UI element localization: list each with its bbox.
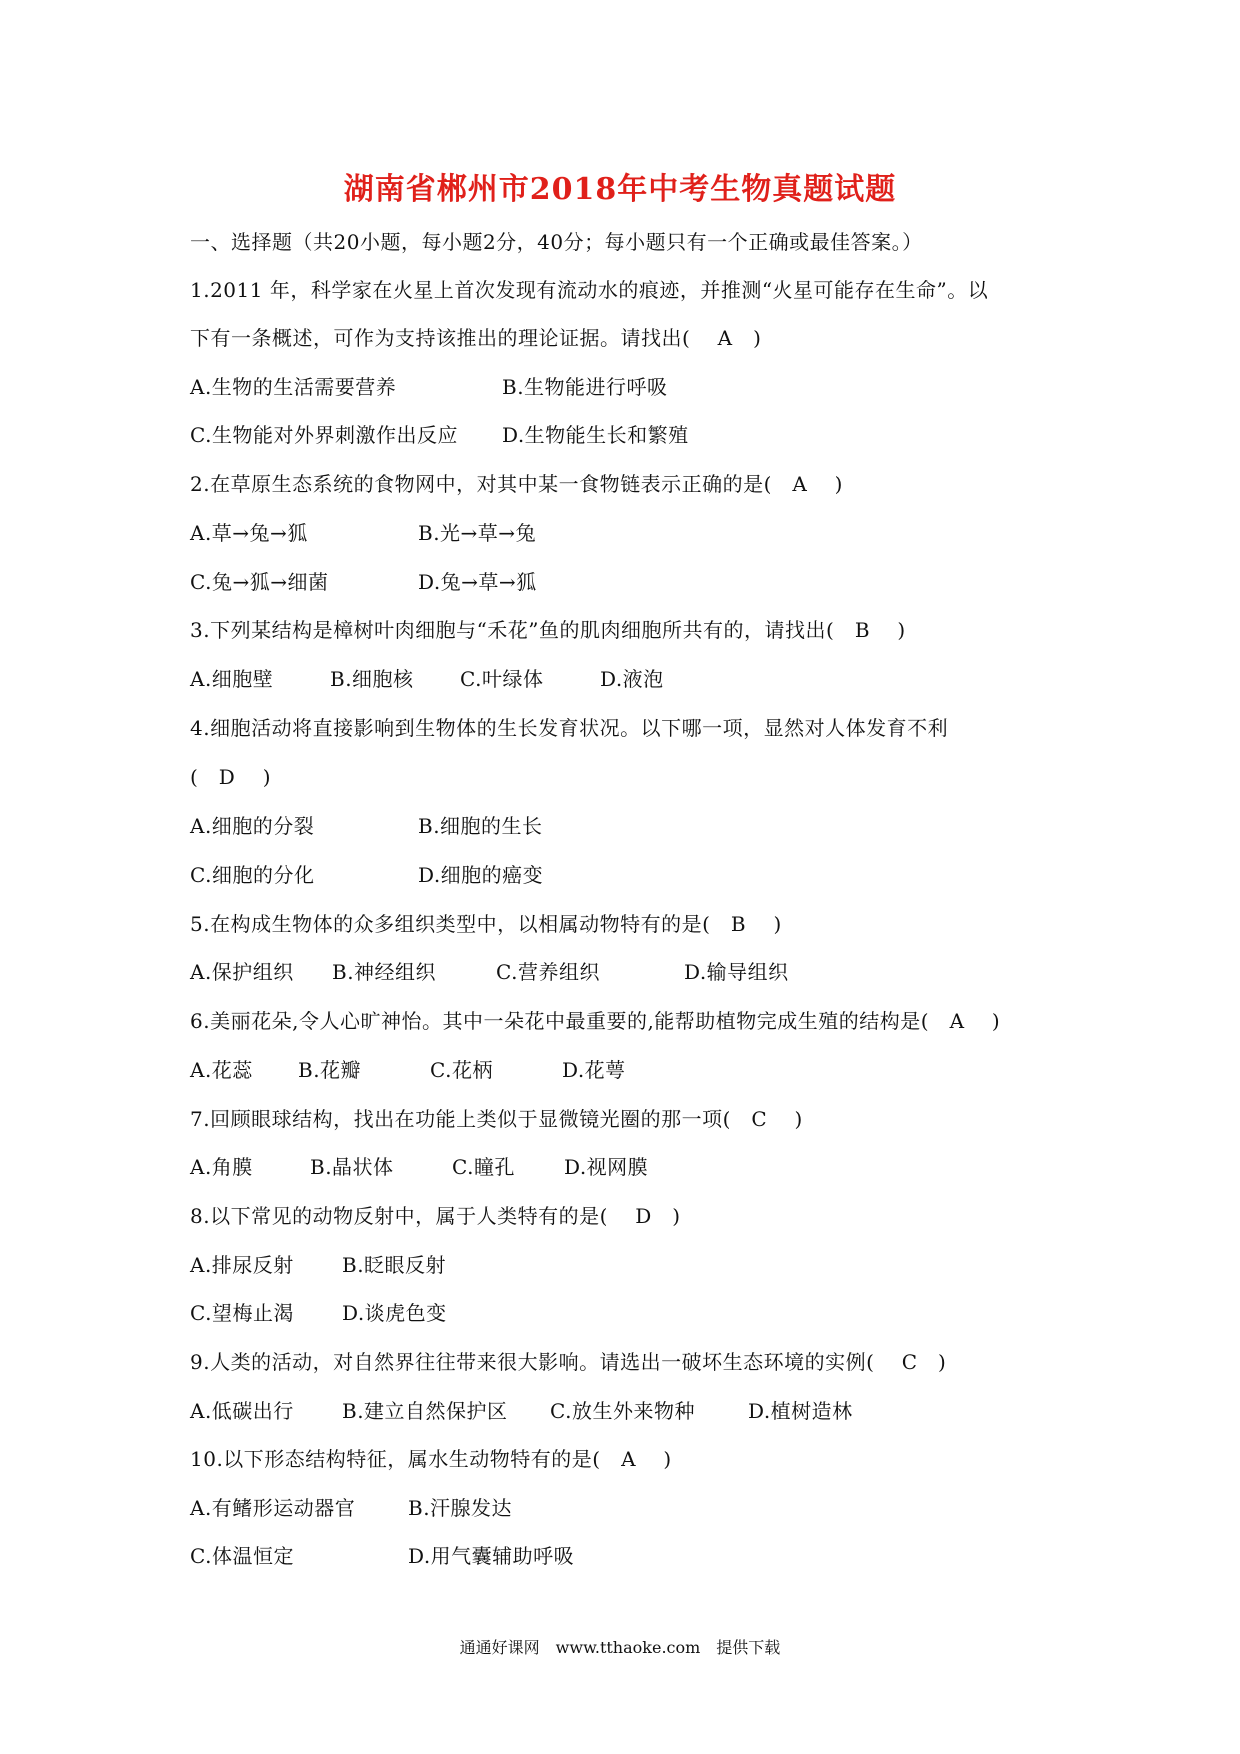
- question-6-option-a: A.花蕊: [190, 1058, 253, 1082]
- question-5-option-c: C.营养组织: [496, 960, 600, 984]
- question-3-options-row: [190, 663, 664, 692]
- question-8-stem: 8.以下常见的动物反射中，属于人类特有的是( D ): [190, 1204, 681, 1228]
- question-9-option-d: D.植树造林: [748, 1399, 853, 1423]
- question-7-option-c: C.瞳孔: [452, 1155, 515, 1179]
- question-5-option-a: A.保护组织: [190, 960, 294, 984]
- question-6-option-b: B.花瓣: [298, 1058, 362, 1082]
- question-5-option-d: D.输导组织: [684, 960, 789, 984]
- question-9-stem: 9.人类的活动，对自然界往往带来很大影响。请选出一破坏生态环境的实例( C ): [190, 1350, 947, 1374]
- question-5-option-b: B.神经组织: [332, 960, 437, 984]
- question-2-stem: 2.在草原生态系统的食物网中，对其中某一食物链表示正确的是( A ): [190, 472, 843, 496]
- page-footer: 通通好课网 www.tthaoke.com 提供下载: [459, 1638, 781, 1657]
- question-2-options-row-2: [190, 566, 537, 595]
- question-1-option-c: C.生物能对外界刺激作出反应: [190, 423, 458, 447]
- question-2-option-a: A.草→兔→狐: [190, 521, 308, 545]
- question-2-option-c: C.兔→狐→细菌: [190, 570, 329, 594]
- question-4-options-row-1: [190, 810, 543, 839]
- question-8-options-row-1: [190, 1249, 446, 1278]
- question-6-option-c: C.花柄: [430, 1058, 493, 1082]
- question-1-options-row-2: [190, 419, 689, 448]
- question-1-option-b: B.生物能进行呼吸: [502, 375, 668, 399]
- question-5-options-row: [190, 956, 789, 985]
- question-7-stem: 7.回顾眼球结构，找出在功能上类似于显微镜光圈的那一项( C ): [190, 1107, 803, 1131]
- question-10-stem: 10.以下形态结构特征，属水生动物特有的是( A ): [190, 1447, 672, 1471]
- question-4-option-b: B.细胞的生长: [418, 814, 543, 838]
- question-8-options-row-2: [190, 1297, 447, 1326]
- question-1-stem-line-1: 1.2011 年，科学家在火星上首次发现有流动水的痕迹，并推测“火星可能存在生命”。以: [190, 278, 989, 302]
- page-title: 湖南省郴州市2018年中考生物真题试题: [343, 172, 897, 207]
- question-4-option-c: C.细胞的分化: [190, 863, 315, 887]
- question-10-option-a: A.有鳍形运动器官: [190, 1496, 356, 1520]
- question-8-option-d: D.谈虎色变: [342, 1301, 447, 1325]
- question-4-stem-line-1: 4.细胞活动将直接影响到生物体的生长发育状况。以下哪一项，显然对人体发育不利: [190, 716, 949, 740]
- question-4-options-row-2: [190, 859, 543, 888]
- question-10-option-c: C.体温恒定: [190, 1544, 294, 1568]
- question-9-options-row: [190, 1395, 853, 1424]
- question-8-option-c: C.望梅止渴: [190, 1301, 294, 1325]
- question-2-options-row-1: [190, 517, 536, 546]
- question-6-stem: 6.美丽花朵,令人心旷神怡。其中一朵花中最重要的,能帮助植物完成生殖的结构是( A ): [190, 1009, 1001, 1033]
- question-1-stem-line-2: 下有一条概述，可作为支持该推出的理论证据。请找出( A ): [190, 326, 762, 350]
- section-header: 一、选择题（共20小题，每小题2分，40分；每小题只有一个正确或最佳答案。）: [190, 230, 923, 254]
- question-9-option-a: A.低碳出行: [190, 1399, 294, 1423]
- question-6-option-d: D.花萼: [562, 1058, 626, 1082]
- question-8-option-b: B.眨眼反射: [342, 1253, 447, 1277]
- question-9-option-c: C.放生外来物种: [550, 1399, 695, 1423]
- question-3-option-a: A.细胞壁: [190, 667, 274, 691]
- question-3-option-b: B.细胞核: [330, 667, 414, 691]
- question-2-option-d: D.兔→草→狐: [418, 570, 537, 594]
- question-6-options-row: [190, 1054, 626, 1083]
- question-3-option-c: C.叶绿体: [460, 667, 544, 691]
- question-9-option-b: B.建立自然保护区: [342, 1399, 508, 1423]
- question-5-stem: 5.在构成生物体的众多组织类型中，以相属动物特有的是( B ): [190, 912, 782, 936]
- question-3-option-d: D.液泡: [600, 667, 664, 691]
- question-4-option-a: A.细胞的分裂: [190, 814, 315, 838]
- question-1-option-a: A.生物的生活需要营养: [190, 375, 397, 399]
- question-4-stem-line-2: ( D ): [190, 765, 271, 789]
- question-1-option-d: D.生物能生长和繁殖: [502, 423, 689, 447]
- question-7-options-row: [190, 1151, 648, 1180]
- question-8-option-a: A.排尿反射: [190, 1253, 294, 1277]
- question-10-options-row-1: [190, 1492, 512, 1521]
- question-10-options-row-2: [190, 1540, 574, 1569]
- question-4-option-d: D.细胞的癌变: [418, 863, 544, 887]
- question-10-option-b: B.汗腺发达: [408, 1496, 513, 1520]
- question-2-option-b: B.光→草→兔: [418, 521, 537, 545]
- question-3-stem: 3.下列某结构是樟树叶肉细胞与“禾花”鱼的肌肉细胞所共有的，请找出( B ): [190, 618, 906, 642]
- question-7-option-b: B.晶状体: [310, 1155, 394, 1179]
- question-7-option-a: A.角膜: [190, 1155, 253, 1179]
- question-7-option-d: D.视网膜: [564, 1155, 649, 1179]
- question-10-option-d: D.用气囊辅助呼吸: [408, 1544, 575, 1568]
- question-1-options-row-1: [190, 371, 668, 400]
